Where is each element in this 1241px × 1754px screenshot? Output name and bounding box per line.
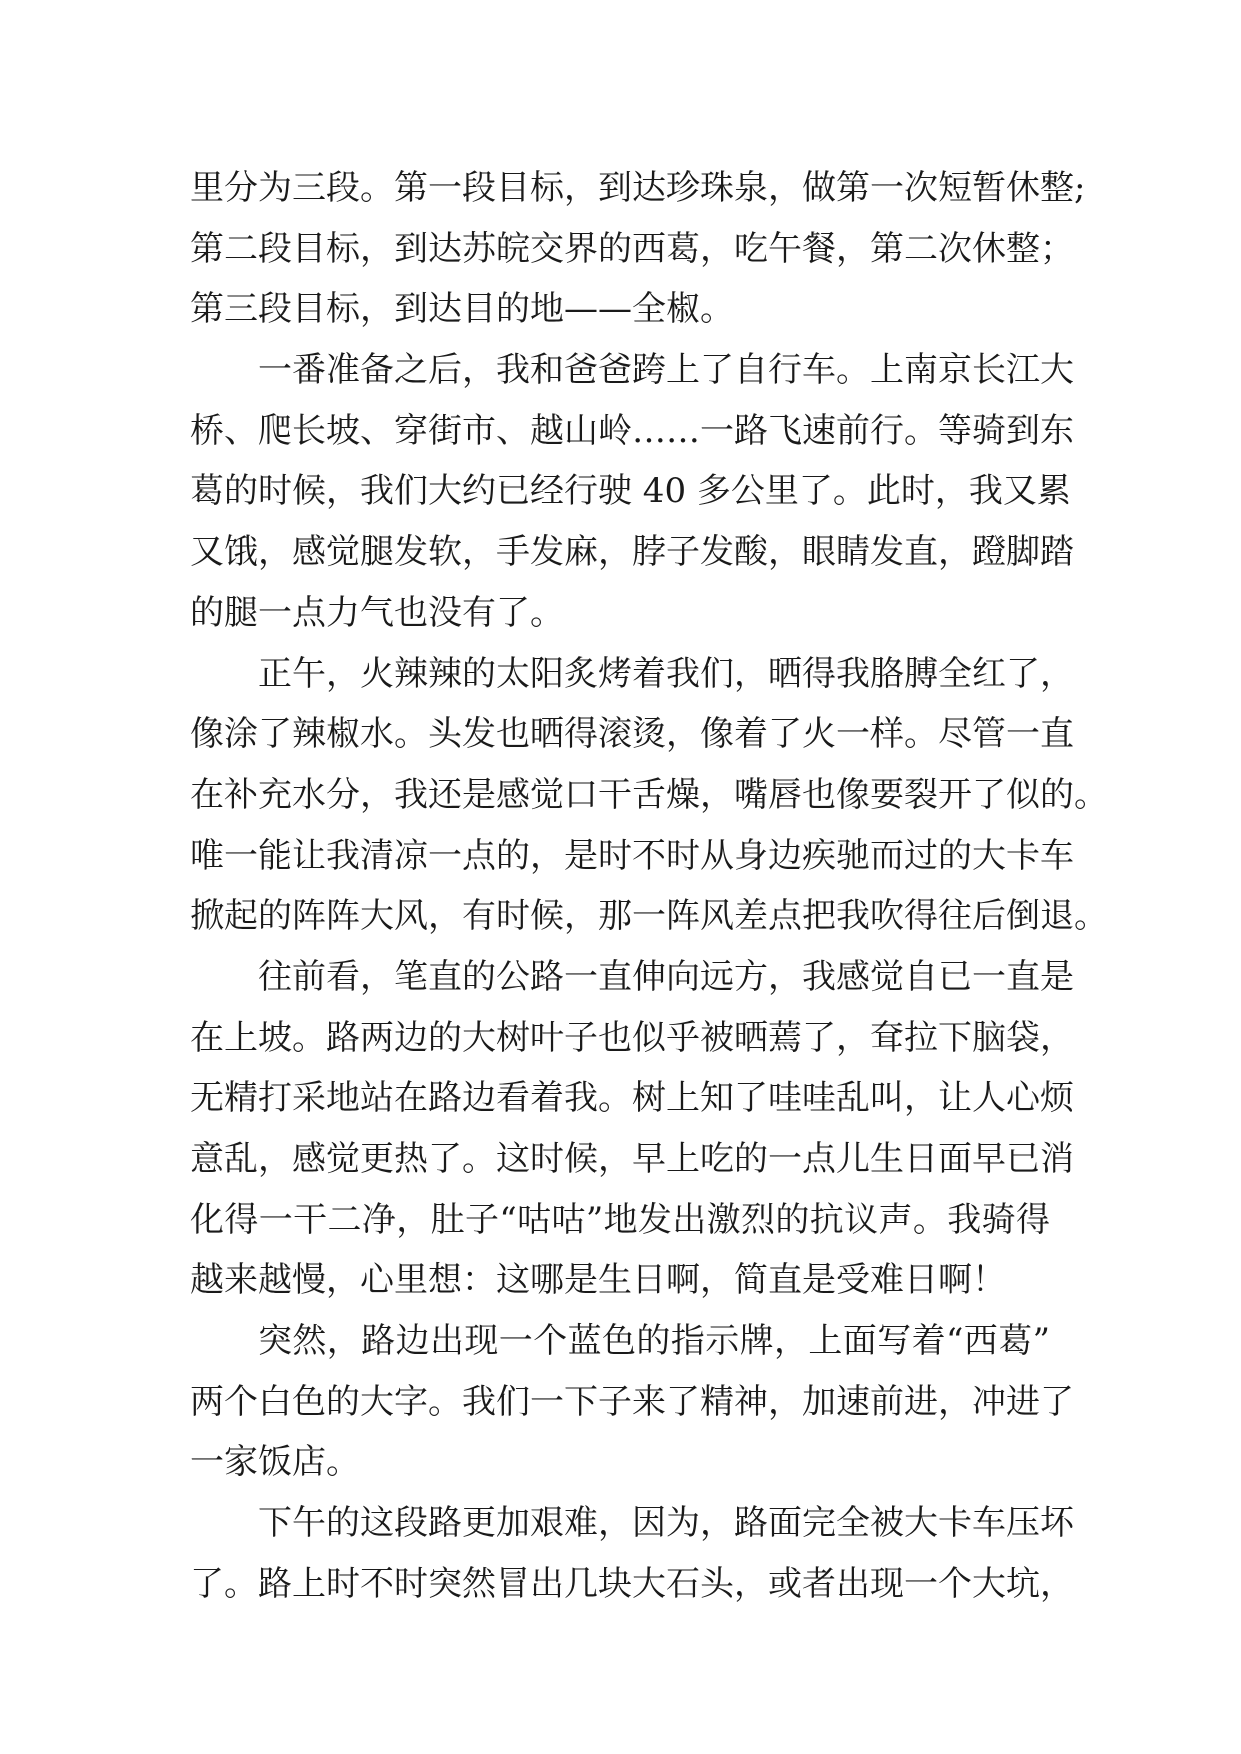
- paragraph-4: [190, 947, 1074, 1311]
- text-line: 桥、爬长坡、穿街市、越山岭……一路飞速前行。等骑到东: [190, 410, 1074, 451]
- paragraph-3: [190, 644, 1108, 947]
- text-line: 一家饭店。: [190, 1442, 360, 1483]
- text-line: 第三段目标，到达目的地——全椒。: [190, 289, 734, 330]
- text-line: 又饿，感觉腿发软，手发麻，脖子发酸，眼睛发直，蹬脚踏: [190, 532, 1074, 573]
- paragraph-5: [190, 1311, 1074, 1493]
- text-line: 正午，火辣辣的太阳炙烤着我们，晒得我胳膊全红了，: [258, 653, 1074, 694]
- text-line: 在上坡。路两边的大树叶子也似乎被晒蔫了，耷拉下脑袋，: [190, 1017, 1074, 1058]
- text-line: 里分为三段。第一段目标，到达珍珠泉，做第一次短暂休整;: [190, 168, 1086, 208]
- body-text: [190, 158, 1108, 1615]
- text-line: 唯一能让我清凉一点的，是时不时从身边疾驰而过的大卡车: [190, 835, 1074, 876]
- text-line: 无精打采地站在路边看着我。树上知了哇哇乱叫，让人心烦: [190, 1078, 1074, 1119]
- text-line: 了。路上时不时突然冒出几块大石头，或者出现一个大坑，: [190, 1563, 1074, 1604]
- text-line: 葛的时候，我们大约已经行驶 40 多公里了。此时，我又累: [190, 471, 1071, 512]
- text-line: 的腿一点力气也没有了。: [190, 592, 564, 633]
- text-line: 两个白色的大字。我们一下子来了精神，加速前进，冲进了: [190, 1381, 1074, 1422]
- text-line: 化得一干二净，肚子“咕咕”地发出激烈的抗议声。我骑得: [190, 1199, 1050, 1240]
- text-line: 像涂了辣椒水。头发也晒得滚烫，像着了火一样。尽管一直: [190, 714, 1074, 755]
- text-line: 在补充水分，我还是感觉口干舌燥，嘴唇也像要裂开了似的。: [190, 774, 1108, 815]
- text-line: 突然，路边出现一个蓝色的指示牌，上面写着“西葛”: [258, 1321, 1050, 1362]
- text-line: 掀起的阵阵大风，有时候，那一阵风差点把我吹得往后倒退。: [190, 896, 1108, 937]
- paragraph-1: [190, 158, 1086, 340]
- text-line: 往前看，笔直的公路一直伸向远方，我感觉自已一直是: [258, 956, 1074, 997]
- paragraph-6: [190, 1493, 1074, 1614]
- text-line: 下午的这段路更加艰难，因为，路面完全被大卡车压坏: [258, 1503, 1074, 1544]
- text-line: 越来越慢，心里想：这哪是生日啊，简直是受难日啊！: [190, 1260, 1006, 1301]
- text-line: 一番准备之后，我和爸爸跨上了自行车。上南京长江大: [258, 350, 1074, 391]
- paragraph-2: [190, 340, 1074, 643]
- text-line: 第二段目标，到达苏皖交界的西葛，吃午餐，第二次休整；: [190, 228, 1074, 269]
- text-line: 意乱，感觉更热了。这时候，早上吃的一点儿生日面早已消: [190, 1139, 1074, 1179]
